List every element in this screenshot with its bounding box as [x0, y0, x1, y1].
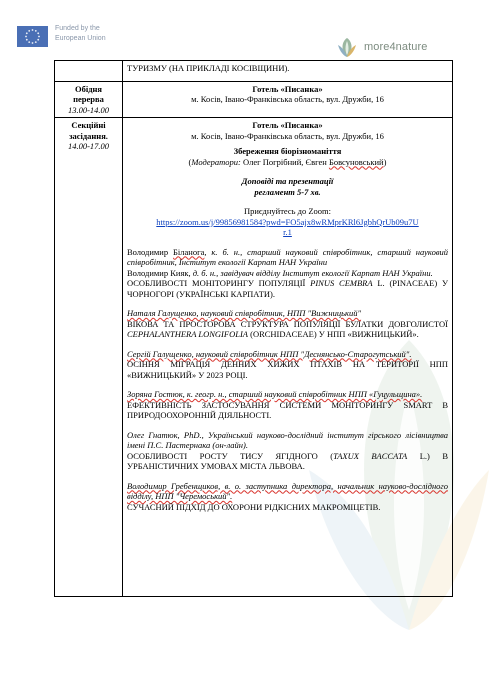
table-row: [55, 81, 453, 118]
talk-title: ЕФЕКТИВНІСТЬ ЗАСТОСУВАННЯ СИСТЕМИ МОНІТОРИНГУ SMART В ПРИРОДООХОРОННІЙ ДІЯЛЬНОСТІ.: [127, 399, 448, 420]
venue-address: м. Косів, Івано-Франківська область, вул. Дружби, 16: [191, 130, 384, 141]
talk-item: [127, 247, 448, 300]
talk-title: ВІКОВА ТА ПРОСТОРОВА СТРУКТУРА ПОПУЛЯЦІЇ БУЛАТКИ ДОВГОЛИСТОЇ CEPHALANTHERA LONGIFOLIA (ORCHIDACEAE) У НПП «ВИЖНИЦЬКИЙ».: [127, 318, 448, 339]
venue-name: Готель «Писанка»: [252, 83, 323, 94]
talk-item: [127, 389, 448, 421]
talk-item: [127, 430, 448, 472]
table-row: [55, 118, 453, 597]
talk-item: [127, 308, 448, 340]
reports-regulation: регламент 5-7 хв.: [254, 186, 321, 197]
session-label: перерва: [73, 94, 104, 104]
section-title: Збереження біорізноманіття: [233, 146, 342, 156]
content-cell: [123, 118, 453, 597]
brand-name: more4nature: [364, 41, 428, 53]
continued-title: ТУРИЗМУ (НА ПРИКЛАДІ КОСІВЩИНИ).: [127, 63, 290, 73]
page-header: [0, 0, 489, 60]
venue-address: м. Косів, Івано-Франківська область, вул. Дружби, 16: [191, 94, 384, 104]
zoom-prompt: Приєднуйтесь до Zoom:: [243, 206, 332, 216]
content-cell: [123, 61, 453, 82]
zoom-link[interactable]: https://zoom.us/j/99856981584?pwd=FO5ajx8wRMprKRl6JgbhQrUb09u7U r.1: [156, 216, 419, 237]
eu-text-line2: European Union: [55, 35, 106, 42]
talk-authors: Сергій Галущенко, науковий співробітник НПП "Деснянсько-Старогутський".: [127, 348, 412, 359]
moderators: (Модератори: Олег Погрібний, Євген Бовсуновський): [188, 156, 387, 167]
session-label: засідання.: [69, 130, 108, 141]
venue-name: Готель «Писанка»: [252, 120, 323, 130]
programme-table: [54, 60, 453, 597]
talk-title: ОСОБЛИВОСТІ РОСТУ ТИСУ ЯГІДНОГО (TAXUX BACCATA L.) В УРБАНІСТИЧНИХ УМОВАХ МІСТА ЛЬВОВА.: [127, 450, 449, 471]
talk-item: [127, 349, 448, 381]
content-cell: [123, 81, 453, 118]
talk-title: ОСІННЯ МІГРАЦІЯ ДЕННИХ ХИЖИХ ПТАХІВ НА ТЕРИТОРІЇ НПП «ВИЖНИЦЬКИЙ» У 2023 РОЦІ.: [127, 359, 448, 380]
session-label: Обідня: [74, 83, 103, 94]
talk-authors: Зоряна Гостюк, к. геогр. н., старший науковий співробітник НПП «Гуцульщина».: [127, 389, 423, 399]
session-time: 14.00-17.00: [67, 141, 110, 151]
talk-authors: Олег Гнатюк, PhD., Український науково-дослідний інститут гірського лісівництва імені П.С. Пастернака (он-лайн).: [127, 429, 448, 450]
time-cell: [55, 81, 123, 118]
eu-flag-icon: [17, 26, 48, 47]
table-row: [55, 61, 453, 82]
talk-authors: Володимир Гребенщиков, в. о. заступника директора, начальник науково-дослідного відділу, НПП "Черемоський".: [127, 480, 448, 501]
talk-authors: Володимир Кияк, д. б. н., завідувач відділу Інститут екології Карпат НАН України.: [127, 267, 433, 278]
talk-item: [127, 481, 448, 513]
time-cell: [55, 118, 123, 597]
talk-title: СУЧАСНИЙ ПІДХІД ДО ОХОРОНИ РІДКІСНИХ МАКРОМІЦЕТІВ.: [127, 501, 381, 512]
eu-text-line1: Funded by the: [55, 25, 100, 32]
talk-title: ОСОБЛИВОСТІ МОНІТОРИНГУ ПОПУЛЯЦІЇ PINUS CEMBRA L. (PINACEAE) У ЧОРНОГОРІ (УКРАЇНСЬКІ КАРПАТИ).: [127, 278, 448, 299]
session-time: 13.00-14.00: [67, 104, 110, 115]
reports-title: Доповіді та презентації: [241, 176, 334, 186]
eu-funding-text: [55, 24, 106, 44]
more4nature-logo-icon: [334, 35, 360, 61]
session-label: Секційні: [71, 120, 106, 130]
moderators-label: Модератори:: [191, 156, 241, 167]
talk-authors: Володимир Біланога, к. б. н., старший науковий співробітник, старший науковий співробітник, Інститут екології Карпат НАН України: [127, 246, 449, 267]
talk-authors: Наталя Галущенко, науковий співробітник, НПП "Вижницький": [127, 308, 362, 318]
time-cell: [55, 61, 123, 82]
